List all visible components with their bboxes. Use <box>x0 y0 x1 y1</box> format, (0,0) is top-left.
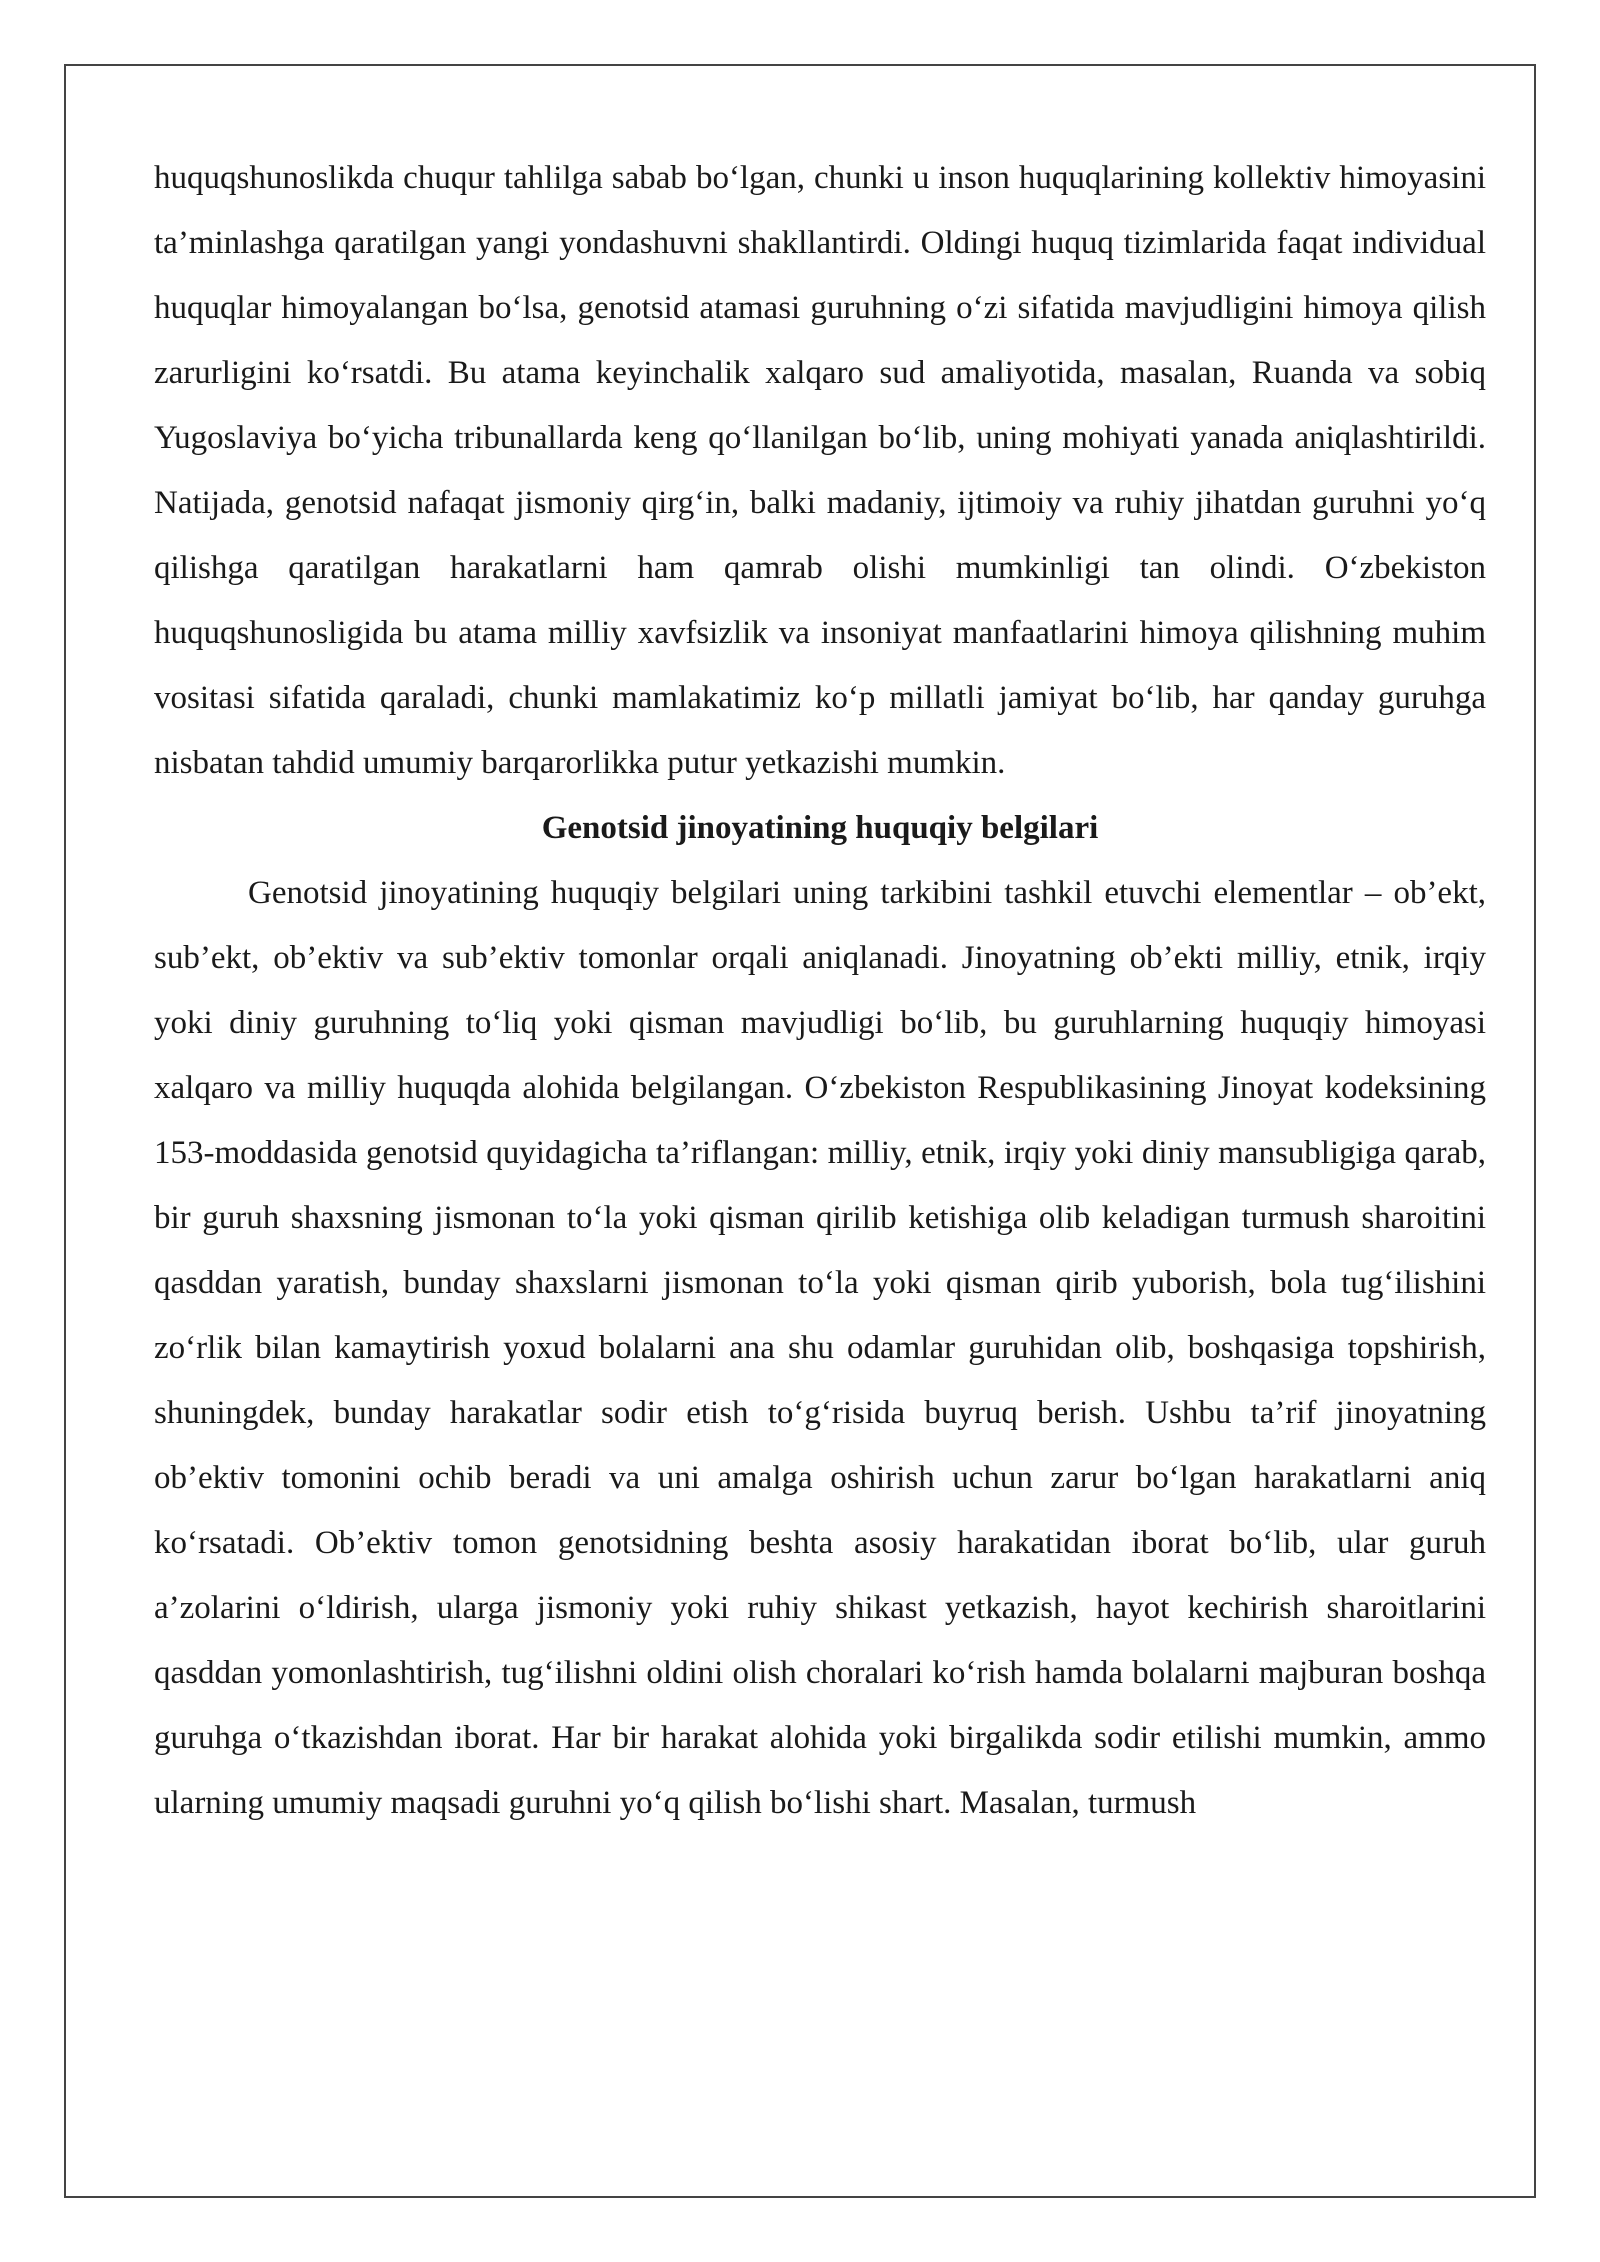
document-body <box>154 146 1486 1836</box>
paragraph-continuation: huquqshunoslikda chuqur tahlilga sabab bo‘lgan, chunki u inson huquqlarining kollektiv himoyasini ta’minlashga qaratilgan yangi yondashuvni shakllantirdi. Oldingi huquq tizimlarida faqat individual huquqlar himoyalangan bo‘lsa, genotsid atamasi guruhning o‘zi sifatida mavjudligini himoya qilish zarurligini ko‘rsatdi. Bu atama keyinchalik xalqaro sud amaliyotida, masalan, Ruanda va sobiq Yugoslaviya bo‘yicha tribunallarda keng qo‘llanilgan bo‘lib, uning mohiyati yanada aniqlashtirildi. Natijada, genotsid nafaqat jismoniy qirg‘in, balki madaniy, ijtimoiy va ruhiy jihatdan guruhni yo‘q qilishga qaratilgan harakatlarni ham qamrab olishi mumkinligi tan olindi. O‘zbekiston huquqshunosligida bu atama milliy xavfsizlik va insoniyat manfaatlarini himoya qilishning muhim vositasi sifatida qaraladi, chunki mamlakatimiz ko‘p millatli jamiyat bo‘lib, har qanday guruhga nisbatan tahdid umumiy barqarorlikka putur yetkazishi mumkin. <box>154 160 1486 781</box>
section-heading: Genotsid jinoyatining huquqiy belgilari <box>541 810 1099 846</box>
paragraph-legal-features: Genotsid jinoyatining huquqiy belgilari uning tarkibini tashkil etuvchi elementlar – ob’ekt, sub’ekt, ob’ektiv va sub’ektiv tomonlar orqali aniqlanadi. Jinoyatning ob’ekti milliy, etnik, irqiy yoki diniy guruhning to‘liq yoki qisman mavjudligi bo‘lib, bu guruhlarning huquqiy himoyasi xalqaro va milliy huquqda alohida belgilangan. O‘zbekiston Respublikasining Jinoyat kodeksining 153-moddasida genotsid quyidagicha ta’riflangan: milliy, etnik, irqiy yoki diniy mansubligiga qarab, bir guruh shaxsning jismonan to‘la yoki qisman qirilib ketishiga olib keladigan turmush sharoitini qasddan yaratish, bunday shaxslarni jismonan to‘la yoki qisman qirib yuborish, bola tug‘ilishini zo‘rlik bilan kamaytirish yoxud bolalarni ana shu odamlar guruhidan olib, boshqasiga topshirish, shuningdek, bunday harakatlar sodir etish to‘g‘risida buyruq berish. Ushbu ta’rif jinoyatning ob’ektiv tomonini ochib beradi va uni amalga oshirish uchun zarur bo‘lgan harakatlarni aniq ko‘rsatadi. Ob’ektiv tomon genotsidning beshta asosiy harakatidan iborat bo‘lib, ular guruh a’zolarini o‘ldirish, ularga jismoniy yoki ruhiy shikast yetkazish, hayot kechirish sharoitlarini qasddan yomonlashtirish, tug‘ilishni oldini olish choralari ko‘rish hamda bolalarni majburan boshqa guruhga o‘tkazishdan iborat. Har bir harakat alohida yoki birgalikda sodir etilishi mumkin, ammo ularning umumiy maqsadi guruhni yo‘q qilish bo‘lishi shart. Masalan, turmush <box>154 875 1486 1821</box>
